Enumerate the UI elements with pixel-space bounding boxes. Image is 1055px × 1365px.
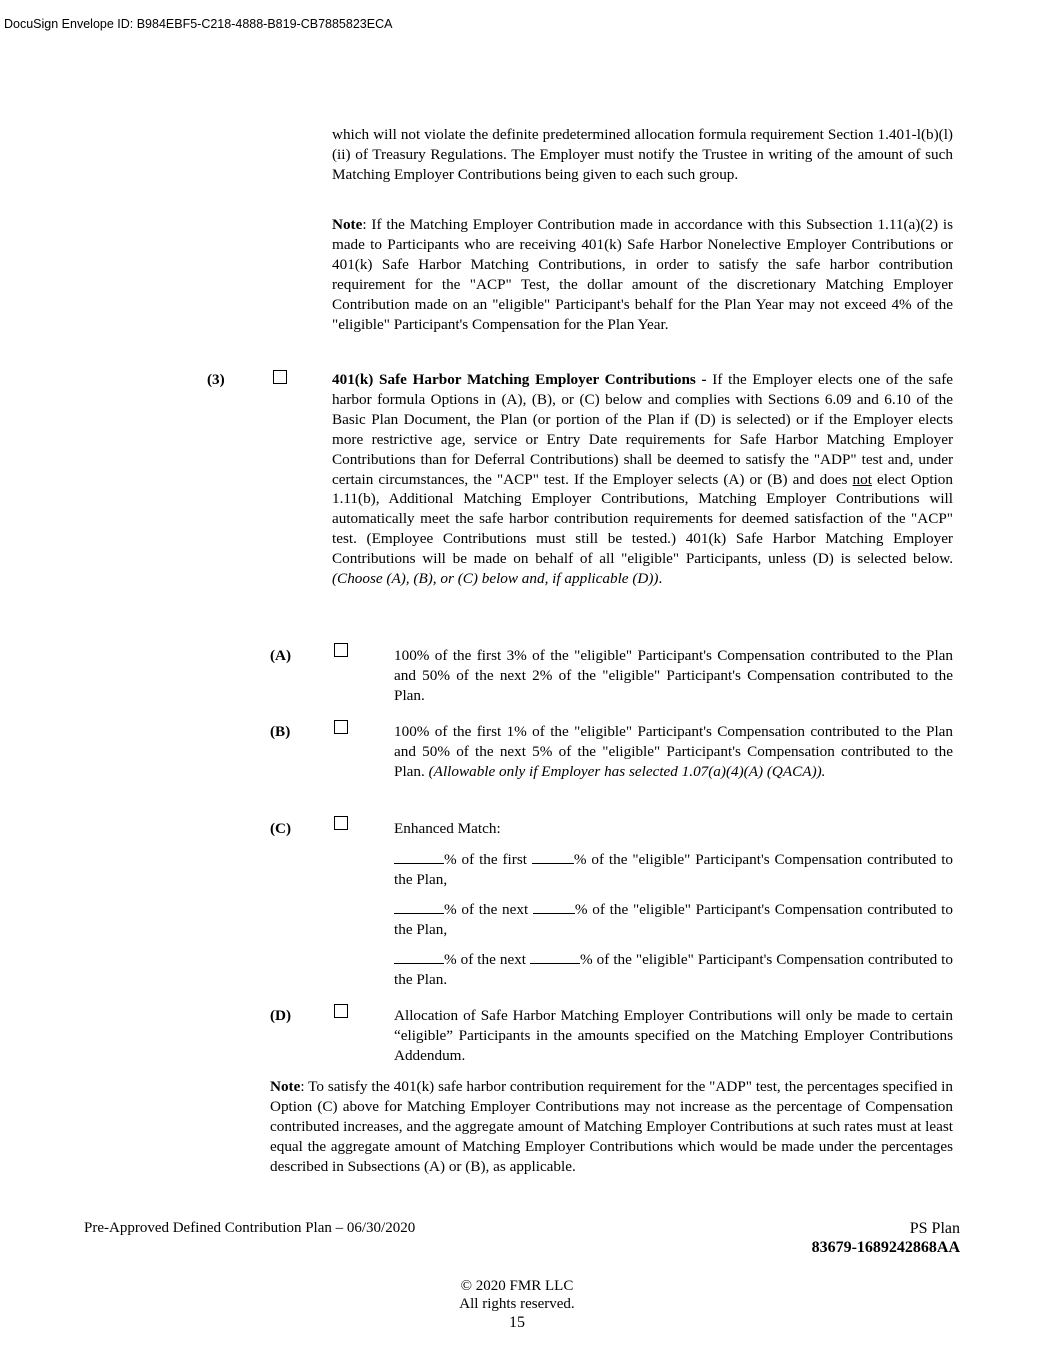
- item-3-text-part1: If the Employer elects one of the safe harbor formula Options in (A), (B), or (C) below and complies with Sections 6.09 and 6.10 of the Basic Plan Document, the Plan (or portion of the Plan if (D) is selected) or if the Employer elects more restrictive age, service or Entry Date requirements for Safe Harbor Matching Employer Contributions than for Deferral Contributions) shall be deemed to satisfy the "ADP" test and, under certain circumstances, the "ACP" test. If the Employer selects (A) or (B) and does: [332, 371, 953, 488]
- note-text: : To satisfy the 401(k) safe harbor contribution requirement for the "ADP" test, the percentages specified in Option (C) above for Matching Employer Contributions may not increase as the percentage of Compensation contributed increases, and the aggregate amount of Matching Employer Contributions at such rates must at least equal the aggregate amount of Matching Employer Contributions which would be made under the percentages described in Subsections (A) or (B), as applicable.: [270, 1078, 953, 1175]
- option-c-row-1: [394, 850, 953, 890]
- footer-plan-type: PS Plan: [909, 1220, 960, 1237]
- option-b-text: [394, 722, 953, 782]
- blank-field[interactable]: [533, 901, 575, 914]
- note-label: Note: [332, 216, 363, 233]
- option-c-checkbox[interactable]: [334, 816, 348, 830]
- row-2-mid: % of the next: [444, 901, 533, 918]
- blank-field[interactable]: [530, 951, 580, 964]
- blank-field[interactable]: [394, 901, 444, 914]
- row-2-end: % of the "eligible" Participant's Compensation contributed to the Plan,: [394, 901, 953, 938]
- item-3-instruction: (Choose (A), (B), or (C) below and, if applicable (D)): [332, 570, 659, 588]
- option-c-row-3: [394, 950, 953, 990]
- intro-paragraph: which will not violate the definite predetermined allocation formula requirement Section 1.401-l(b)(l)(ii) of Treasury Regulations. The Employer must notify the Trustee in writing of the amount of such Matching Employer Contributions being given to each such group.: [332, 126, 953, 183]
- footer-rights: All rights reserved.: [459, 1296, 575, 1312]
- note-paragraph-2: [270, 1077, 953, 1177]
- item-3-number: (3): [207, 371, 225, 388]
- item-3-text-part2: elect Option 1.11(b), Additional Matching Employer Contributions, Matching Employer Contributions will automatically meet the safe harbor contribution requirements for deemed satisfaction of the "ACP" test. (Employee Contributions must still be tested.) 401(k) Safe Harbor Matching Employer Contributions will be made on behalf of all "eligible" Participants, unless (D) is selected below.: [332, 470, 953, 568]
- row-1-end: % of the "eligible" Participant's Compensation contributed to the Plan,: [394, 851, 954, 888]
- docusign-envelope-id: DocuSign Envelope ID: B984EBF5-C218-4888-B819-CB7885823ECA: [4, 17, 393, 31]
- note-text: : If the Matching Employer Contribution made in accordance with this Subsection 1.11(a)(2) is made to Participants who are receiving 401(k) Safe Harbor Nonelective Employer Contributions or 401(k) Safe Harbor Matching Contributions, in order to satisfy the safe harbor contribution requirement for the "ACP" Test, the dollar amount of the discretionary Matching Employer Contribution made on an "eligible" Participant's behalf for the Plan Year may not exceed 4% of the "eligible" Participant's Compensation for the Plan Year.: [332, 216, 953, 333]
- item-3-title: 401(k) Safe Harbor Matching Employer Contributions -: [332, 371, 707, 388]
- item-3-end: .: [658, 570, 663, 588]
- item-3-paragraph: [332, 370, 953, 589]
- note-label: Note: [270, 1078, 301, 1095]
- option-d-text: Allocation of Safe Harbor Matching Employer Contributions will only be made to certain “eligible” Participants in the amounts specified on the Matching Employer Contributions Addendum.: [394, 1007, 953, 1064]
- note-paragraph-1: [332, 215, 953, 334]
- row-3-end: % of the "eligible" Participant's Compensation contributed to the Plan.: [394, 951, 953, 988]
- option-b-italic: (Allowable only if Employer has selected 1.07(a)(4)(A) (QACA)).: [428, 762, 826, 780]
- page-number: 15: [509, 1314, 525, 1331]
- option-d-label: (D): [270, 1007, 292, 1024]
- footer-plan-id: 83679-1689242868AA: [811, 1239, 960, 1256]
- blank-field[interactable]: [394, 851, 444, 864]
- option-c-row-2: [394, 900, 953, 940]
- option-a-label: (A): [270, 647, 292, 664]
- option-c-title: Enhanced Match:: [394, 820, 501, 837]
- row-1-mid: % of the first: [444, 851, 532, 868]
- option-d-checkbox[interactable]: [334, 1004, 348, 1018]
- option-c-label: (C): [270, 820, 292, 837]
- option-b-checkbox[interactable]: [334, 720, 348, 734]
- blank-field[interactable]: [532, 851, 574, 864]
- option-b-label: (B): [270, 723, 291, 740]
- footer-copyright: © 2020 FMR LLC: [460, 1278, 574, 1294]
- option-a-text: 100% of the first 3% of the "eligible" Participant's Compensation contributed to the Plan and 50% of the next 2% of the "eligible" Participant's Compensation contributed to the Plan.: [394, 647, 953, 704]
- option-a-checkbox[interactable]: [334, 643, 348, 657]
- option-b-main: 100% of the first 1% of the "eligible" Participant's Compensation contributed to the Plan and 50% of the next 5% of the "eligible" Participant's Compensation contributed to the Plan.: [394, 723, 953, 780]
- footer-plan-title: Pre-Approved Defined Contribution Plan – 06/30/2020: [84, 1220, 416, 1236]
- item-3-not-word: not: [852, 470, 872, 488]
- item-3-checkbox[interactable]: [273, 370, 287, 384]
- row-3-mid: % of the next: [444, 951, 531, 968]
- blank-field[interactable]: [394, 951, 444, 964]
